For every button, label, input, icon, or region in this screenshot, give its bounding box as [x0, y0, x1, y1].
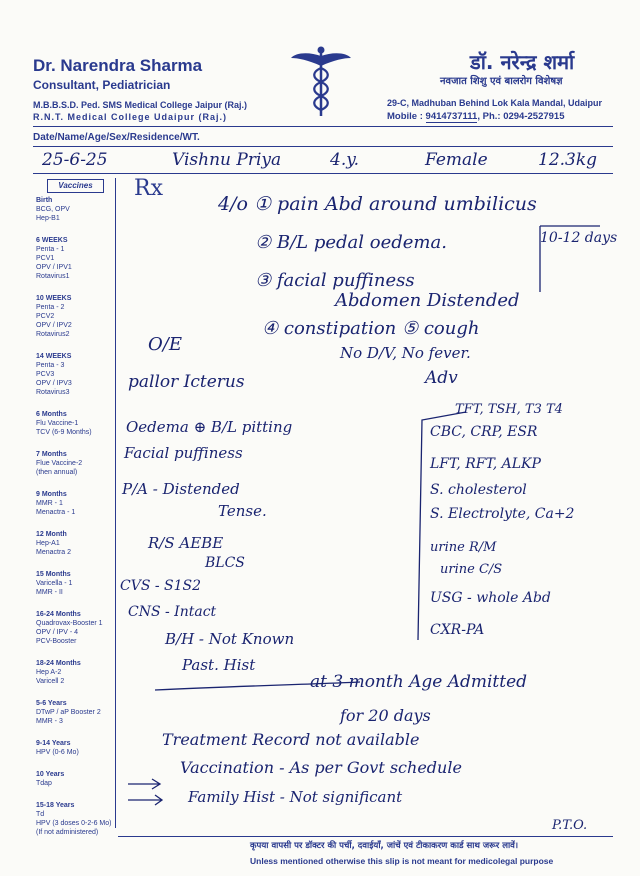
- note-complaint-1: 4/o ① pain Abd around umbilicus: [218, 193, 537, 215]
- investigation-usg: USG - whole Abd: [430, 590, 551, 606]
- patient-name: Vishnu Priya: [172, 150, 282, 170]
- vaccine-item: PCV2: [36, 313, 55, 320]
- phone-number: 0294-2527915: [503, 111, 565, 122]
- qualification-line-1: M.B.B.S.D. Ped. SMS Medical College Jaipur (Raj.): [33, 100, 248, 110]
- vaccine-item: OPV / IPV3: [36, 380, 72, 387]
- vaccine-group-title: 9-14 Years: [36, 740, 71, 747]
- note-pto: P.T.O.: [552, 818, 588, 833]
- investigation-cbc: CBC, CRP, ESR: [430, 424, 538, 440]
- note-bbcs: BLCS: [205, 555, 245, 571]
- note-tense: Tense.: [218, 502, 267, 520]
- patient-sex: Female: [425, 150, 488, 170]
- vaccine-group-title: 10 Years: [36, 771, 65, 778]
- vaccine-item: MMR - II: [36, 589, 63, 596]
- qualification-line-2: R.N.T. Medical College Udaipur (Raj.): [33, 112, 228, 122]
- vaccine-group-title: 12 Month: [36, 531, 67, 538]
- note-cvs: CVS - S1S2: [120, 578, 202, 594]
- vaccine-group: [36, 236, 72, 281]
- patient-details-label: Date/Name/Age/Sex/Residence/WT.: [33, 132, 200, 143]
- vaccine-item: (If not administered): [36, 829, 99, 836]
- vaccine-group: [36, 410, 92, 437]
- vaccine-group: [36, 610, 103, 646]
- vaccine-item: PCV-Booster: [36, 638, 77, 645]
- specialty-hindi: नवजात शिशु एवं बालरोग विशेषज्ञ: [440, 76, 563, 87]
- note-treatment-record: Treatment Record not available: [162, 730, 420, 749]
- vaccine-item: Rotavirus3: [36, 389, 70, 396]
- vaccine-item: Tdap: [36, 780, 52, 787]
- footer-note-hindi: कृपया वापसी पर डॉक्टर की पर्ची, दवाईयाँ, जांचें एवं टीकाकरण कार्ड साथ जरूर लावें।: [250, 841, 519, 851]
- caduceus-logo-icon: [290, 44, 352, 118]
- vaccine-item: Menactra - 1: [36, 509, 76, 516]
- vaccine-item: Td: [36, 811, 45, 818]
- note-facial-puffiness: Facial puffiness: [124, 444, 243, 462]
- clinic-address: 29-C, Madhuban Behind Lok Kala Mandal, Udaipur: [387, 98, 603, 108]
- investigation-electrolyte: S. Electrolyte, Ca+2: [430, 506, 575, 522]
- vaccine-group: [36, 659, 81, 686]
- vaccine-item: HPV (0-6 Mo): [36, 749, 79, 756]
- investigation-cholesterol: S. cholesterol: [430, 482, 527, 498]
- vaccine-group-title: 7 Months: [36, 451, 67, 458]
- phone-label: , Ph.:: [477, 111, 501, 122]
- doctor-name: Dr. Narendra Sharma: [33, 56, 203, 75]
- note-family-history: Family Hist - Not significant: [188, 788, 403, 806]
- vaccine-item: Penta - 3: [36, 362, 65, 369]
- note-oedema: Oedema ⊕ B/L pitting: [126, 418, 293, 436]
- note-oe: O/E: [148, 334, 182, 355]
- vaccine-group-title: 6 WEEKS: [36, 237, 68, 244]
- vaccine-item: (then annual): [36, 469, 78, 476]
- note-duration: 10-12 days: [540, 230, 618, 246]
- vaccine-group: [36, 770, 64, 788]
- contact-line: [387, 111, 565, 122]
- vaccine-item: Varicella - 1: [36, 580, 73, 587]
- vaccines-heading: Vaccines: [47, 179, 104, 193]
- vaccine-group: [36, 530, 71, 557]
- investigation-thyroid: TFT, TSH, T3 T4: [455, 402, 563, 417]
- vaccine-group: [36, 294, 72, 339]
- patient-date: 25-6-25: [42, 150, 108, 170]
- vaccine-group: [36, 352, 72, 397]
- patient-line-divider: [33, 173, 613, 174]
- vaccine-item: Rotavirus1: [36, 273, 70, 280]
- vaccine-item: OPV / IPV1: [36, 264, 72, 271]
- vaccine-item: OPV / IPV - 4: [36, 629, 79, 636]
- mobile-label: Mobile :: [387, 111, 423, 122]
- doctor-title: Consultant, Pediatrician: [33, 78, 171, 92]
- investigation-urine-cs: urine C/S: [440, 562, 503, 577]
- vaccine-group-title: 14 WEEKS: [36, 353, 72, 360]
- note-advice-label: Adv: [425, 368, 458, 388]
- vaccine-item: PCV1: [36, 255, 55, 262]
- investigation-cxr: CXR-PA: [430, 622, 485, 638]
- note-past-history: Past. Hist: [182, 656, 256, 674]
- vaccine-group-title: 6 Months: [36, 411, 67, 418]
- vaccine-group: [36, 570, 72, 597]
- note-complaint-3: ③ facial puffiness: [255, 270, 415, 291]
- vaccine-item: Hep-A1: [36, 540, 60, 547]
- vaccine-item: MMR - 1: [36, 500, 63, 507]
- vaccine-group-title: 18-24 Months: [36, 660, 81, 667]
- doctor-name-hindi: डॉ. नरेन्द्र शर्मा: [470, 50, 575, 74]
- vaccine-item: Hep A-2: [36, 669, 62, 676]
- vaccine-group: [36, 801, 111, 837]
- vaccine-item: Quadrovax-Booster 1: [36, 620, 103, 627]
- patient-weight: 12.3kg: [538, 150, 598, 170]
- note-rs: R/S AEBE: [148, 534, 224, 552]
- vaccine-group-title: 10 WEEKS: [36, 295, 72, 302]
- vaccine-group-title: 15-18 Years: [36, 802, 75, 809]
- note-admitted: at 3 month Age Admitted: [310, 672, 528, 692]
- vaccine-item: PCV3: [36, 371, 55, 378]
- investigation-lft: LFT, RFT, ALKP: [430, 456, 541, 472]
- vaccine-group-title: 9 Months: [36, 491, 67, 498]
- vaccine-group: [36, 450, 82, 477]
- mobile-number: 9414737111: [425, 111, 478, 122]
- vaccine-group-title: 5-6 Years: [36, 700, 67, 707]
- vaccine-item: DTwP / aP Booster 2: [36, 709, 101, 716]
- footer-note-english: Unless mentioned otherwise this slip is not meant for medicolegal purpose: [250, 856, 554, 866]
- vaccine-group-title: 15 Months: [36, 571, 71, 578]
- investigation-urine-rm: urine R/M: [430, 540, 497, 555]
- vaccine-group: [36, 490, 75, 517]
- note-pa: P/A - Distended: [122, 480, 240, 498]
- vaccine-group: [36, 196, 70, 223]
- note-admitted-duration: for 20 days: [340, 706, 431, 725]
- vaccine-item: Rotavirus2: [36, 331, 70, 338]
- rx-symbol: Rx: [134, 176, 163, 201]
- note-complaint-2: ② B/L pedal oedema.: [255, 232, 447, 253]
- vaccine-group: [36, 699, 101, 726]
- note-vaccination: Vaccination - As per Govt schedule: [180, 758, 462, 777]
- vaccine-item: Flu Vaccine-1: [36, 420, 79, 427]
- patient-age: 4.y.: [330, 150, 359, 170]
- vaccine-item: Penta - 1: [36, 246, 65, 253]
- vaccine-item: Menactra 2: [36, 549, 72, 556]
- footer-divider: [118, 836, 613, 837]
- vaccine-item: Varicell 2: [36, 678, 65, 685]
- header-divider: [33, 126, 613, 127]
- patient-label-divider: [33, 146, 613, 147]
- vaccine-item: OPV / IPV2: [36, 322, 72, 329]
- note-complaint-3b: Abdomen Distended: [335, 290, 520, 311]
- vaccine-item: BCG, OPV: [36, 206, 70, 213]
- note-pallor: pallor Icterus: [128, 372, 245, 392]
- vaccine-item: TCV (6-9 Months): [36, 429, 92, 436]
- vaccine-item: MMR - 3: [36, 718, 63, 725]
- vaccine-item: Hep-B1: [36, 215, 60, 222]
- note-bh: B/H - Not Known: [165, 630, 295, 648]
- vaccine-group-title: 16-24 Months: [36, 611, 81, 618]
- vaccine-item: HPV (3 doses 0-2-6 Mo): [36, 820, 112, 827]
- vaccine-item: Flue Vaccine-2: [36, 460, 83, 467]
- note-complaint-4: ④ constipation ⑤ cough: [262, 318, 480, 339]
- vaccine-item: Penta - 2: [36, 304, 65, 311]
- vaccine-group-title: Birth: [36, 197, 53, 204]
- note-cns: CNS - Intact: [128, 604, 217, 620]
- vaccine-group: [36, 739, 79, 757]
- note-complaint-4b: No D/V, No fever.: [340, 344, 471, 362]
